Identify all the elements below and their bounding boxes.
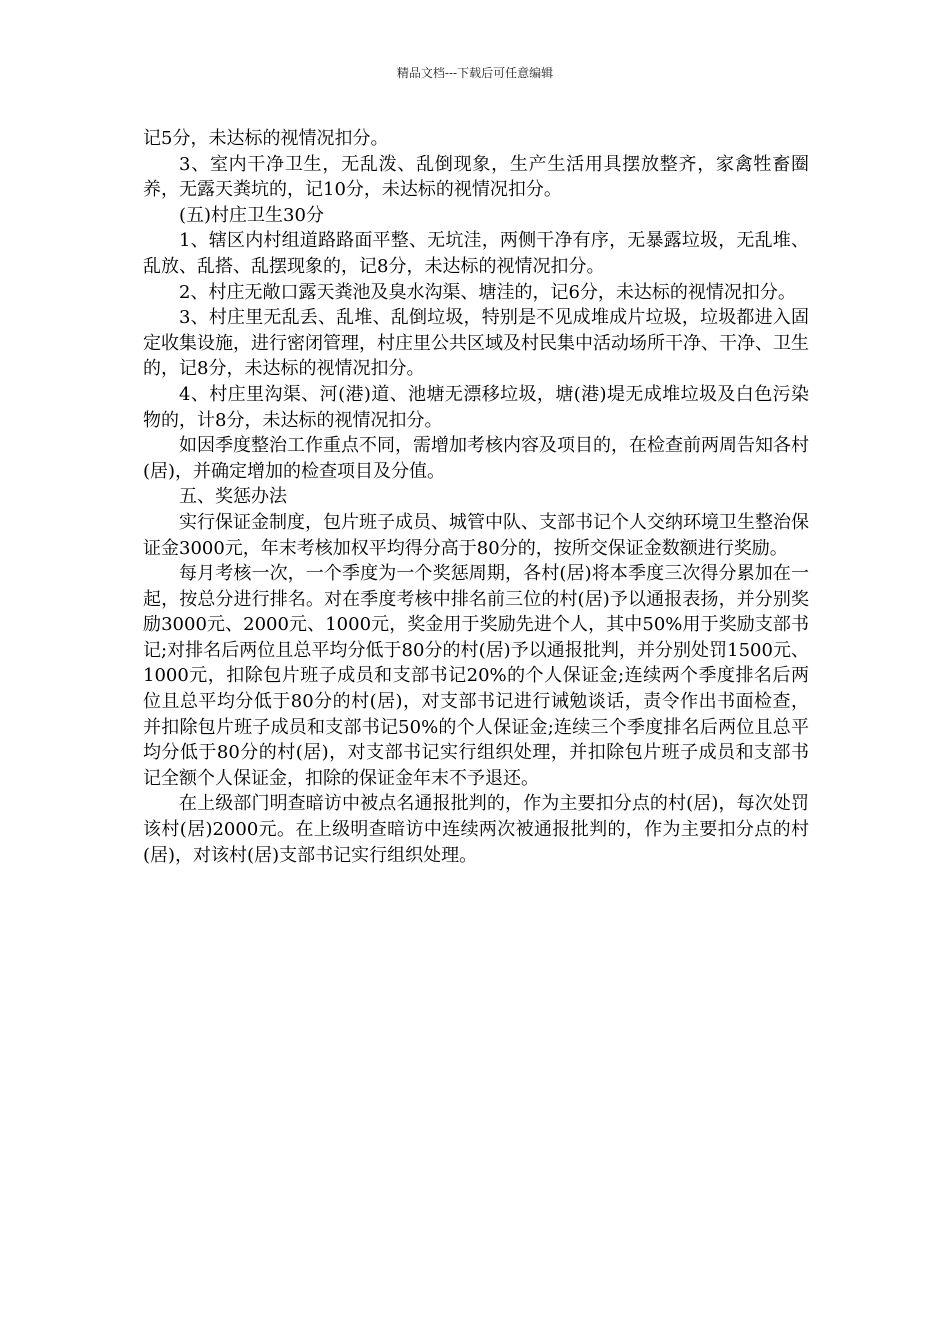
paragraph-item-3-garbage: 3、村庄里无乱丢、乱堆、乱倒垃圾，特别是不见成堆成片垃圾，垃圾都进入固定收集设施，进行密闭管理，村庄里公共区域及村民集中活动场所干净、干净、卫生的，记8分，未达标的视情况扣分。 [143,307,809,380]
paragraph-item-4-waterways: 4、村庄里沟渠、河(港)道、池塘无漂移垃圾，塘(港)堤无成堆垃圾及白色污染物的，计8分，未达标的视情况扣分。 [143,383,809,431]
paragraph-additional-items: 如因季度整治工作重点不同，需增加考核内容及项目的，在检查前两周告知各村(居)，并确定增加的检查项目及分值。 [143,435,809,482]
paragraph-quarterly-ranking: 每月考核一次，一个季度为一个奖惩周期，各村(居)将本季度三次得分累加在一起，按总分进行排名。对在季度考核中排名前三位的村(居)予以通报表扬，并分别奖励3000元、2000元、1000元，奖金用于奖励先进个人，其中50%用于奖励支部书记;对排名后两位且总平均分低于80分的村(居)予以通报批判，并分别处罚1500元、1000元，扣除包片班子成员和支部书记20%的个人保证金;连续两个季度排名后两位且总平均分低于80分的村(居)，对支部书记进行诫勉谈话，责令作出书面检查，并扣除包片班子成员和支部书记50%的个人保证金;连续三个季度排名后两位且总平均分低于80分的村(居)，对支部书记实行组织处理，并扣除包片班子成员和支部书记全额个人保证金，扣除的保证金年末不予退还。 [143,563,809,789]
paragraph-inspection-penalty: 在上级部门明查暗访中被点名通报批判的，作为主要扣分点的村(居)，每次处罚该村(居)2000元。在上级明查暗访中连续两次被通报批判的，作为主要扣分点的村(居)，对该村(居)支部书记实行组织处理。 [143,793,809,866]
page-header: 精品文档---下载后可任意编辑 [396,66,554,80]
paragraph-deposit-system: 实行保证金制度，包片班子成员、城管中队、支部书记个人交纳环境卫生整治保证金3000元，年末考核加权平均得分高于80分的，按所交保证金数额进行奖励。 [143,511,809,559]
paragraph-item-3-indoor: 3、室内干净卫生，无乱泼、乱倒现象，生产生活用具摆放整齐，家禽牲畜圈养，无露天粪坑的，记10分，未达标的视情况扣分。 [143,153,809,201]
paragraph-item-2-cesspools: 2、村庄无敞口露天粪池及臭水沟渠、塘洼的，记6分，未达标的视情况扣分。 [179,281,796,303]
section-heading-rewards-penalties: 五、奖惩办法 [179,486,287,508]
paragraph-item-1-roads: 1、辖区内村组道路路面平整、无坑洼，两侧干净有序，无暴露垃圾，无乱堆、乱放、乱搭、乱摆现象的，记8分，未达标的视情况扣分。 [143,230,809,277]
document-body [143,126,809,868]
paragraph-continuation: 记5分，未达标的视情况扣分。 [143,128,389,149]
section-heading-village-hygiene: (五)村庄卫生30分 [179,204,324,226]
